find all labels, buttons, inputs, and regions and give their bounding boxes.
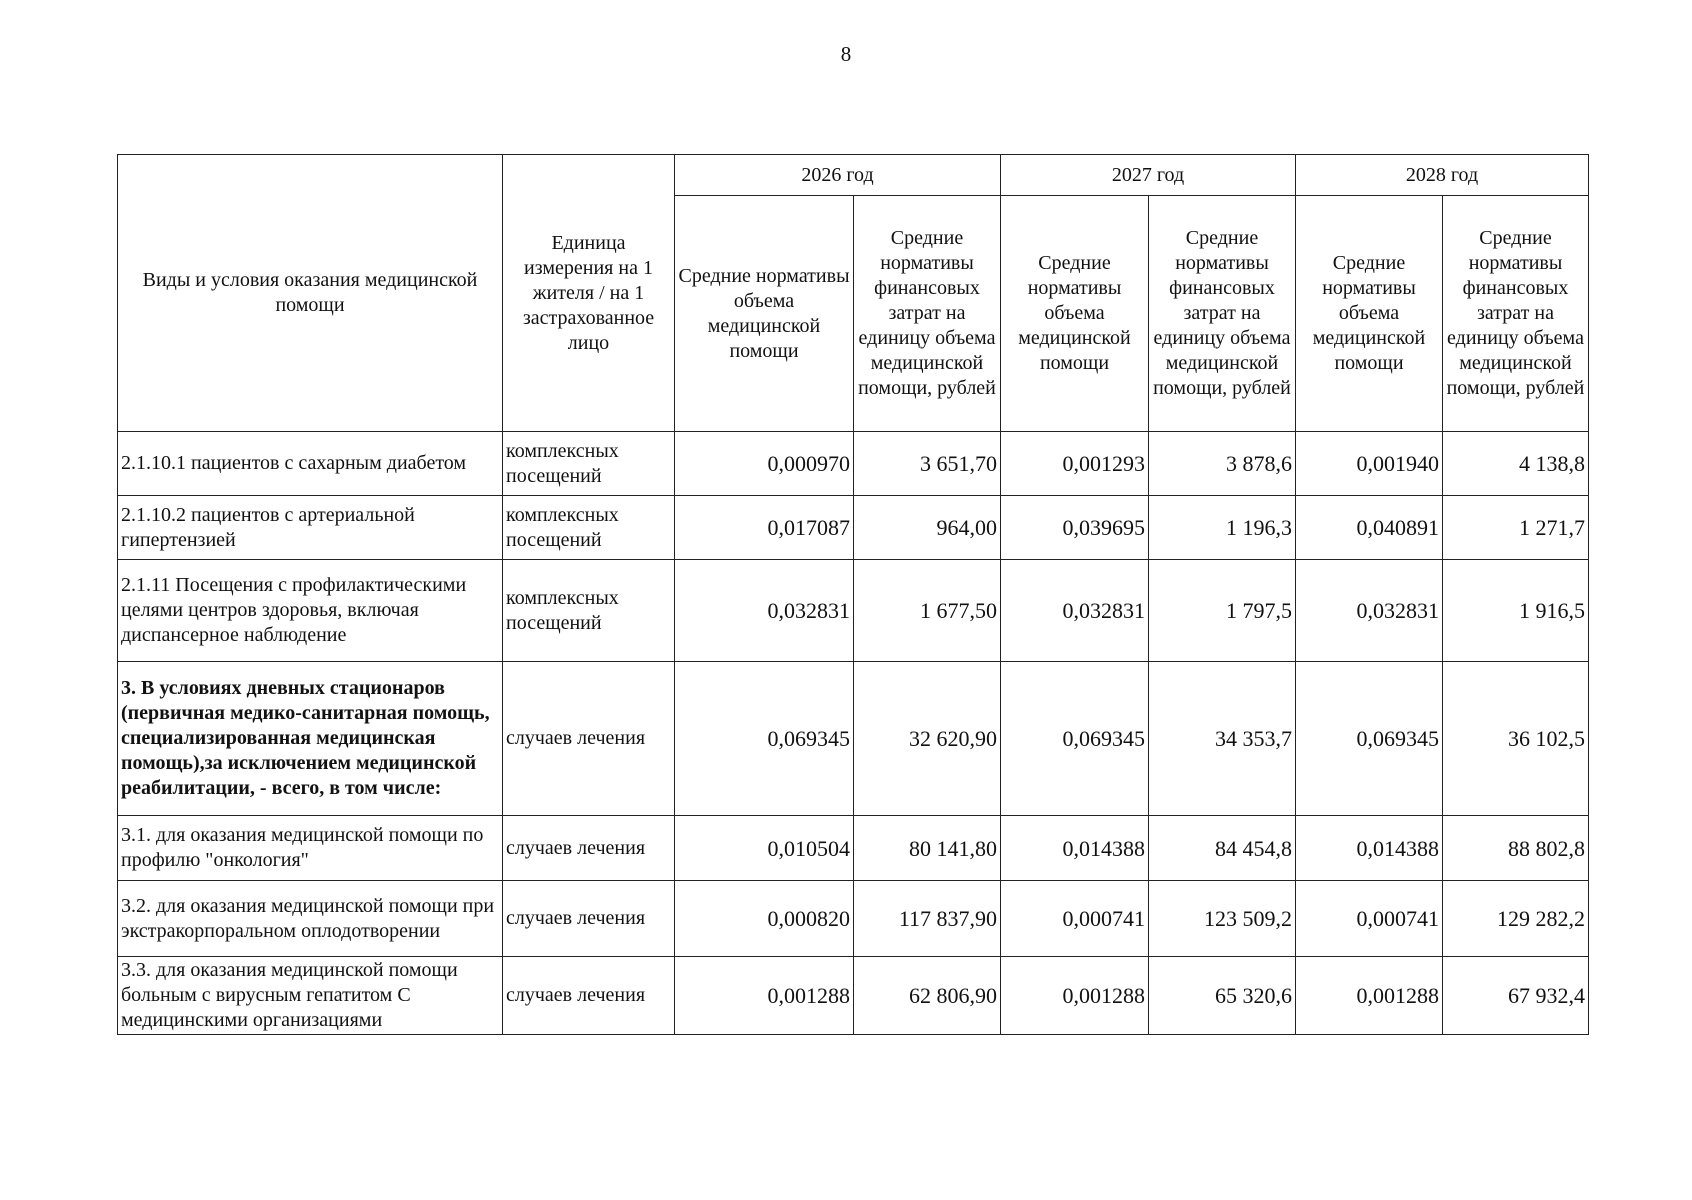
norms-table — [117, 154, 1589, 1035]
cell-cost-2026: 117 837,90 — [854, 881, 1001, 957]
row-name: 2.1.10.2 пациентов с артериальной гипертензией — [118, 496, 503, 560]
cell-volume-2026: 0,069345 — [675, 662, 854, 816]
table-row — [118, 957, 1589, 1035]
cell-cost-2028: 1 271,7 — [1443, 496, 1589, 560]
cell-volume-2028: 0,001288 — [1296, 957, 1443, 1035]
header-year-2028: 2028 год — [1296, 155, 1589, 196]
cell-cost-2027: 1 196,3 — [1149, 496, 1296, 560]
row-unit: случаев лечения — [503, 662, 675, 816]
row-unit: случаев лечения — [503, 881, 675, 957]
cell-volume-2026: 0,017087 — [675, 496, 854, 560]
row-unit: комплексных посещений — [503, 560, 675, 662]
page-number: 8 — [840, 42, 852, 66]
row-name: 3. В условиях дневных стационаров (первичная медико-санитарная помощь, специализированная медицинская помощь),за исключением медицинской реабилитации, - всего, в том числе: — [118, 662, 503, 816]
cell-volume-2027: 0,014388 — [1001, 816, 1149, 881]
row-unit: случаев лечения — [503, 957, 675, 1035]
cell-volume-2028: 0,014388 — [1296, 816, 1443, 881]
cell-cost-2028: 1 916,5 — [1443, 560, 1589, 662]
cell-volume-2027: 0,001288 — [1001, 957, 1149, 1035]
cell-cost-2028: 36 102,5 — [1443, 662, 1589, 816]
table-row — [118, 560, 1589, 662]
cell-volume-2026: 0,000970 — [675, 432, 854, 496]
cell-volume-2026: 0,001288 — [675, 957, 854, 1035]
cell-cost-2026: 80 141,80 — [854, 816, 1001, 881]
cell-cost-2027: 1 797,5 — [1149, 560, 1296, 662]
row-name: 2.1.11 Посещения с профилактическими целями центров здоровья, включая диспансерное наблюдение — [118, 560, 503, 662]
row-unit: комплексных посещений — [503, 496, 675, 560]
table-row — [118, 432, 1589, 496]
cell-cost-2028: 4 138,8 — [1443, 432, 1589, 496]
table-row — [118, 881, 1589, 957]
cell-volume-2028: 0,069345 — [1296, 662, 1443, 816]
header-cost-2026: Средние нормативы финансовых затрат на единицу объема медицинской помощи, рублей — [854, 196, 1001, 432]
cell-volume-2028: 0,032831 — [1296, 560, 1443, 662]
cell-cost-2026: 1 677,50 — [854, 560, 1001, 662]
header-kind: Виды и условия оказания медицинской помощи — [118, 155, 503, 432]
header-volume-2028: Средние нормативы объема медицинской помощи — [1296, 196, 1443, 432]
table-row — [118, 662, 1589, 816]
cell-cost-2027: 123 509,2 — [1149, 881, 1296, 957]
row-name: 3.3. для оказания медицинской помощи больным с вирусным гепатитом С медицинскими организациями — [118, 957, 503, 1035]
cell-volume-2028: 0,040891 — [1296, 496, 1443, 560]
header-year-2027: 2027 год — [1001, 155, 1296, 196]
cell-cost-2027: 84 454,8 — [1149, 816, 1296, 881]
cell-volume-2028: 0,000741 — [1296, 881, 1443, 957]
cell-volume-2026: 0,032831 — [675, 560, 854, 662]
cell-volume-2026: 0,000820 — [675, 881, 854, 957]
cell-cost-2026: 964,00 — [854, 496, 1001, 560]
cell-cost-2027: 34 353,7 — [1149, 662, 1296, 816]
row-name: 2.1.10.1 пациентов с сахарным диабетом — [118, 432, 503, 496]
cell-volume-2027: 0,000741 — [1001, 881, 1149, 957]
row-unit: комплексных посещений — [503, 432, 675, 496]
cell-volume-2027: 0,032831 — [1001, 560, 1149, 662]
row-name: 3.1. для оказания медицинской помощи по профилю "онкология" — [118, 816, 503, 881]
table-row — [118, 496, 1589, 560]
cell-volume-2028: 0,001940 — [1296, 432, 1443, 496]
cell-cost-2027: 3 878,6 — [1149, 432, 1296, 496]
cell-volume-2026: 0,010504 — [675, 816, 854, 881]
header-cost-2027: Средние нормативы финансовых затрат на единицу объема медицинской помощи, рублей — [1149, 196, 1296, 432]
table-row — [118, 816, 1589, 881]
cell-cost-2027: 65 320,6 — [1149, 957, 1296, 1035]
row-name: 3.2. для оказания медицинской помощи при экстракорпоральном оплодотворении — [118, 881, 503, 957]
cell-volume-2027: 0,069345 — [1001, 662, 1149, 816]
row-unit: случаев лечения — [503, 816, 675, 881]
cell-volume-2027: 0,001293 — [1001, 432, 1149, 496]
header-cost-2028: Средние нормативы финансовых затрат на единицу объема медицинской помощи, рублей — [1443, 196, 1589, 432]
cell-cost-2026: 32 620,90 — [854, 662, 1001, 816]
header-volume-2026: Средние нормативы объема медицинской помощи — [675, 196, 854, 432]
cell-cost-2026: 62 806,90 — [854, 957, 1001, 1035]
header-year-2026: 2026 год — [675, 155, 1001, 196]
cell-volume-2027: 0,039695 — [1001, 496, 1149, 560]
cell-cost-2026: 3 651,70 — [854, 432, 1001, 496]
cell-cost-2028: 88 802,8 — [1443, 816, 1589, 881]
cell-cost-2028: 129 282,2 — [1443, 881, 1589, 957]
header-unit: Единица измерения на 1 жителя / на 1 застрахованное лицо — [503, 155, 675, 432]
cell-cost-2028: 67 932,4 — [1443, 957, 1589, 1035]
header-volume-2027: Средние нормативы объема медицинской помощи — [1001, 196, 1149, 432]
